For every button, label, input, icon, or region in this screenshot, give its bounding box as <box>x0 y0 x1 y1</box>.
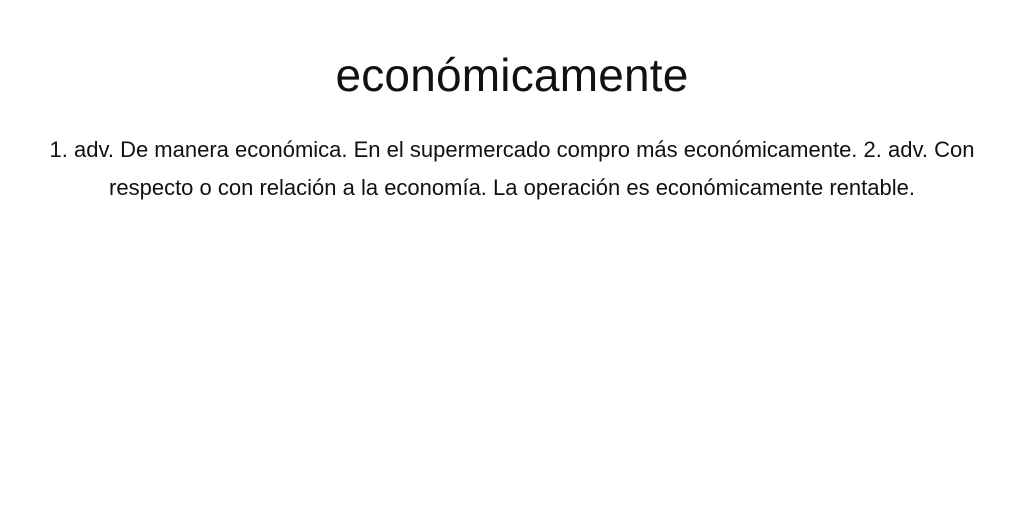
definition-2: 2. adv. Con respecto o con relación a la economía. La operación es económicamente rentable. <box>109 137 975 200</box>
dictionary-entry <box>0 0 1024 207</box>
definition-1: 1. adv. De manera económica. En el supermercado compro más económicamente. <box>49 137 858 162</box>
headword-title: económicamente <box>335 49 689 101</box>
definitions-block <box>0 131 1024 207</box>
